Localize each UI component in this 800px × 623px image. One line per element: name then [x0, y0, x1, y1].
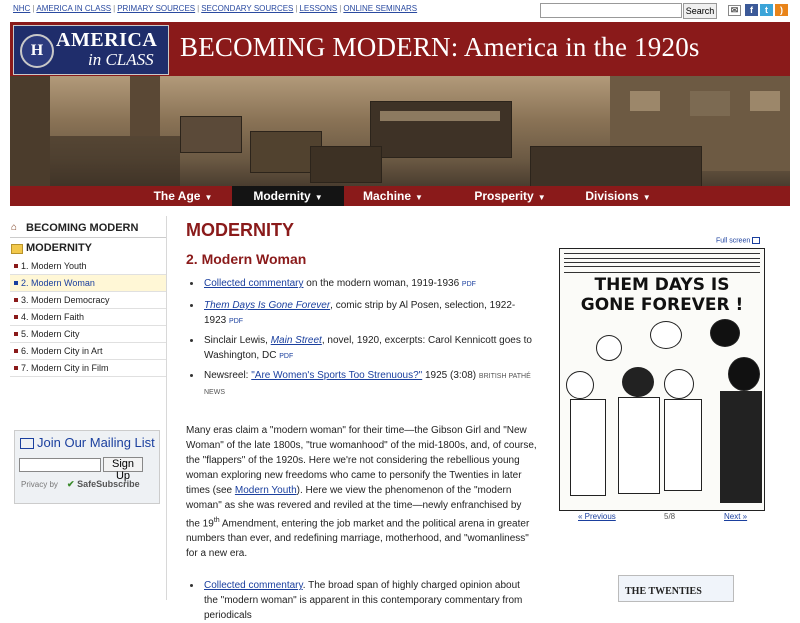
- top-link-secondary-sources[interactable]: SECONDARY SOURCES: [201, 4, 294, 13]
- modern-youth-link[interactable]: Modern Youth: [234, 485, 297, 496]
- section-title: 2. Modern Woman: [186, 251, 307, 267]
- resource-link-collected-commentary[interactable]: Collected commentary: [204, 278, 304, 289]
- mailing-email-field[interactable]: [19, 458, 101, 472]
- nhc-seal-icon: H: [20, 34, 54, 68]
- pdf-badge[interactable]: PDF: [461, 281, 476, 288]
- sidebar: [10, 216, 167, 600]
- intro-paragraph: Many eras claim a "modern woman" for their time—the Gibson Girl and "New Woman" of the late 1800s, "true womanhood" of the mid-1800s, and, of course, the "flappers" of the 1920s. Here we're not considering the rebellious young woman exploring new freedoms who came to personify the Twenties in later times (see Modern Youth). Here we view the phenomenon of the "modern woman" as she was revered and reviled at the time—newly enfranchised by the 19th Amendment, entering the job market and the political arena in greater numbers than ever, and redefining marriage, motherhood, and "womanliness" for a new era.: [186, 425, 537, 560]
- pathe-badge[interactable]: BRITISH PATHÉ NEWS: [204, 373, 531, 396]
- page-title: MODERNITY: [186, 220, 294, 240]
- sidebar-item-modern-woman[interactable]: 2. Modern Woman: [10, 275, 166, 292]
- main-nav: [10, 186, 790, 206]
- bullet-icon: [14, 366, 18, 370]
- figure-body: [664, 399, 702, 491]
- top-link-nhc[interactable]: NHC: [13, 4, 31, 13]
- figure-head: [566, 371, 594, 399]
- checkmark-icon: ✔: [67, 479, 75, 489]
- next-slide-link[interactable]: Next »: [724, 512, 748, 521]
- sidebar-item-modern-city-in-film[interactable]: 7. Modern City in Film: [10, 360, 166, 377]
- previous-slide-link[interactable]: « Previous: [578, 512, 616, 521]
- slide-counter: 5/8: [664, 512, 676, 521]
- list-item: Collected commentary on the modern woman, 1919-1936 PDF: [204, 276, 536, 292]
- bullet-icon: [190, 584, 193, 587]
- comic-title-text: THEM DAYS IS GONE FOREVER !: [580, 275, 744, 315]
- bullet-icon: [14, 349, 18, 353]
- figure-head: [596, 335, 622, 361]
- comic-strip-image[interactable]: [559, 248, 765, 511]
- top-link-primary-sources[interactable]: PRIMARY SOURCES: [117, 4, 196, 13]
- mail-icon[interactable]: ✉: [728, 5, 741, 16]
- list-item: Them Days Is Gone Forever, comic strip by Al Posen, selection, 1922-1923 PDF: [204, 298, 536, 329]
- chevron-down-icon: ▼: [642, 193, 651, 202]
- resource-link-them-days[interactable]: Them Days Is Gone Forever: [204, 300, 331, 311]
- top-links: NHC | AMERICA IN CLASS | PRIMARY SOURCES | SECONDARY SOURCES | LESSONS | ONLINE SEMINARS: [13, 4, 418, 13]
- bullet-icon: [14, 281, 18, 285]
- top-link-america-in-class[interactable]: AMERICA IN CLASS: [36, 4, 112, 13]
- sidebar-section-modernity[interactable]: MODERNITY: [10, 239, 166, 257]
- top-link-online-seminars[interactable]: ONLINE SEMINARS: [343, 4, 418, 13]
- figure-head: [728, 357, 760, 391]
- bullet-icon: [14, 332, 18, 336]
- bullet-icon: [14, 264, 18, 268]
- nav-the-age[interactable]: The Age ▼: [153, 189, 213, 203]
- site-banner: [10, 22, 790, 76]
- nav-modernity[interactable]: Modernity ▼: [232, 186, 344, 206]
- search-button[interactable]: Search: [683, 3, 717, 19]
- mailing-list-title: Join Our Mailing List: [37, 435, 155, 450]
- logo-title: AMERICA: [56, 29, 158, 51]
- list-item: Sinclair Lewis, Main Street, novel, 1920, excerpts: Carol Kennicott goes to Washington, DC PDF: [204, 333, 536, 364]
- bullet-icon: [14, 298, 18, 302]
- sign-up-button[interactable]: Sign Up: [103, 457, 143, 472]
- list-item: Collected commentary. The broad span of highly charged opinion about the "modern woman" is apparent in this contemporary commentary from periodicals: [204, 578, 536, 623]
- fullscreen-icon: [752, 237, 760, 244]
- sidebar-item-modern-city-in-art[interactable]: 6. Modern City in Art: [10, 343, 166, 360]
- bullet-icon: [190, 374, 193, 377]
- chevron-down-icon: ▼: [537, 193, 546, 202]
- music-staff: [564, 253, 760, 273]
- twitter-icon[interactable]: t: [760, 4, 773, 16]
- safesubscribe-logo[interactable]: ✔ SafeSubscribe: [67, 479, 140, 489]
- figure-head: [710, 319, 740, 347]
- full-screen-link[interactable]: Full screen: [716, 237, 760, 244]
- sidebar-home-link[interactable]: ⌂ BECOMING MODERN: [10, 219, 166, 238]
- bullet-icon: [190, 304, 193, 307]
- facebook-icon[interactable]: f: [745, 4, 758, 16]
- house-icon: ⌂: [11, 222, 18, 233]
- figure-head: [650, 321, 682, 349]
- privacy-label: Privacy by: [21, 480, 58, 489]
- pdf-badge[interactable]: PDF: [279, 353, 294, 360]
- search-input[interactable]: [540, 3, 682, 18]
- mailing-list-box: [14, 430, 160, 504]
- nav-divisions[interactable]: Divisions ▼: [585, 189, 651, 203]
- chevron-down-icon: ▼: [204, 193, 213, 202]
- resource-link-main-street[interactable]: Main Street: [270, 335, 322, 346]
- folder-icon: [11, 244, 23, 254]
- chevron-down-icon: ▼: [314, 193, 323, 202]
- nav-machine[interactable]: Machine ▼: [363, 189, 423, 203]
- sidebar-item-modern-city[interactable]: 5. Modern City: [10, 326, 166, 343]
- figure-head: [664, 369, 694, 399]
- figure-head: [622, 367, 654, 397]
- resource-link-newsreel[interactable]: "Are Women's Sports Too Strenuous?": [251, 370, 423, 381]
- rss-icon[interactable]: ): [775, 4, 788, 16]
- chevron-down-icon: ▼: [415, 193, 423, 202]
- figure-body: [570, 399, 606, 496]
- bullet-icon: [14, 315, 18, 319]
- banner-photo: [10, 76, 790, 186]
- twenties-thumbnail[interactable]: THE TWENTIES: [618, 575, 734, 602]
- envelope-icon: [20, 438, 34, 449]
- list-item: Newsreel: "Are Women's Sports Too Strenuous?" 1925 (3:08) BRITISH PATHÉ NEWS: [204, 368, 536, 400]
- figure-body: [618, 397, 660, 494]
- logo-subtitle: in CLASS: [88, 50, 154, 69]
- top-bar: [0, 0, 800, 20]
- resource-link-collected-commentary-2[interactable]: Collected commentary: [204, 580, 303, 591]
- main-content: [186, 218, 546, 621]
- sidebar-item-modern-democracy[interactable]: 3. Modern Democracy: [10, 292, 166, 309]
- bullet-icon: [190, 339, 193, 342]
- sidebar-item-modern-faith[interactable]: 4. Modern Faith: [10, 309, 166, 326]
- nav-prosperity[interactable]: Prosperity ▼: [474, 189, 546, 203]
- site-title: BECOMING MODERN: America in the 1920s: [180, 32, 700, 62]
- top-link-lessons[interactable]: LESSONS: [299, 4, 338, 13]
- sidebar-item-modern-youth[interactable]: 1. Modern Youth: [10, 258, 166, 275]
- figure-body: [720, 391, 762, 503]
- pdf-badge[interactable]: PDF: [229, 318, 244, 325]
- america-in-class-logo[interactable]: [13, 25, 169, 75]
- bullet-icon: [190, 282, 193, 285]
